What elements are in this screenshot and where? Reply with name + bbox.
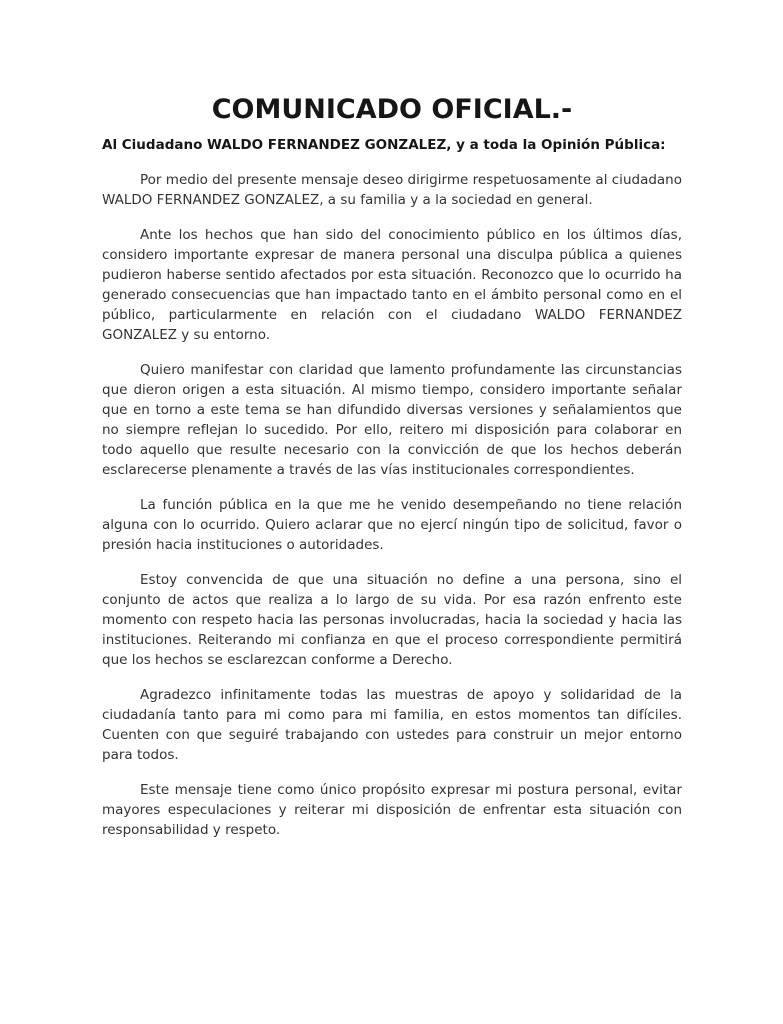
body-paragraph: Por medio del presente mensaje deseo dirigirme respetuosamente al ciudadano WALDO FERNANDEZ GONZALEZ, a su familia y a la sociedad en general.	[102, 172, 682, 208]
body-paragraph: Agradezco infinitamente todas las muestras de apoyo y solidaridad de la ciudadanía tanto para mi como para mi familia, en estos momentos tan difíciles. Cuenten con que seguiré trabajando con ustedes para construir un mejor entorno para todos.	[102, 687, 682, 763]
salutation-line: Al Ciudadano WALDO FERNANDEZ GONZALEZ, y a toda la Opinión Pública:	[102, 137, 666, 153]
body-paragraph: Este mensaje tiene como único propósito expresar mi postura personal, evitar mayores especulaciones y reiterar mi disposición de enfrentar esta situación con responsabilidad y respeto.	[102, 782, 682, 838]
body-paragraph: Estoy convencida de que una situación no define a una persona, sino el conjunto de actos que realiza a lo largo de su vida. Por esa razón enfrento este momento con respeto hacia las personas involucradas, hacia la sociedad y hacia las instituciones. Reiterando mi confianza en que el proceso correspondiente permitirá que los hechos se esclarezcan conforme a Derecho.	[102, 572, 682, 668]
body-paragraph: La función pública en la que me he venido desempeñando no tiene relación alguna con lo ocurrido. Quiero aclarar que no ejercí ningún tipo de solicitud, favor o presión hacia instituciones o autoridades.	[102, 497, 682, 553]
body-paragraph: Quiero manifestar con claridad que lamento profundamente las circunstancias que dieron origen a esta situación. Al mismo tiempo, considero importante señalar que en torno a este tema se han difundido diversas versiones y señalamientos que no siempre reflejan lo sucedido. Por ello, reitero mi disposición para colaborar en todo aquello que resulte necesario con la convicción de que los hechos deberán esclarecerse plenamente a través de las vías institucionales correspondientes.	[102, 362, 682, 478]
document-title: COMUNICADO OFICIAL.-	[211, 94, 573, 125]
body-paragraph: Ante los hechos que han sido del conocimiento público en los últimos días, considero importante expresar de manera personal una disculpa pública a quienes pudieron haberse sentido afectados por esta situación. Reconozco que lo ocurrido ha generado consecuencias que han impactado tanto en el ámbito personal como en el público, particularmente en relación con el ciudadano WALDO FERNANDEZ GONZALEZ y su entorno.	[102, 227, 682, 343]
